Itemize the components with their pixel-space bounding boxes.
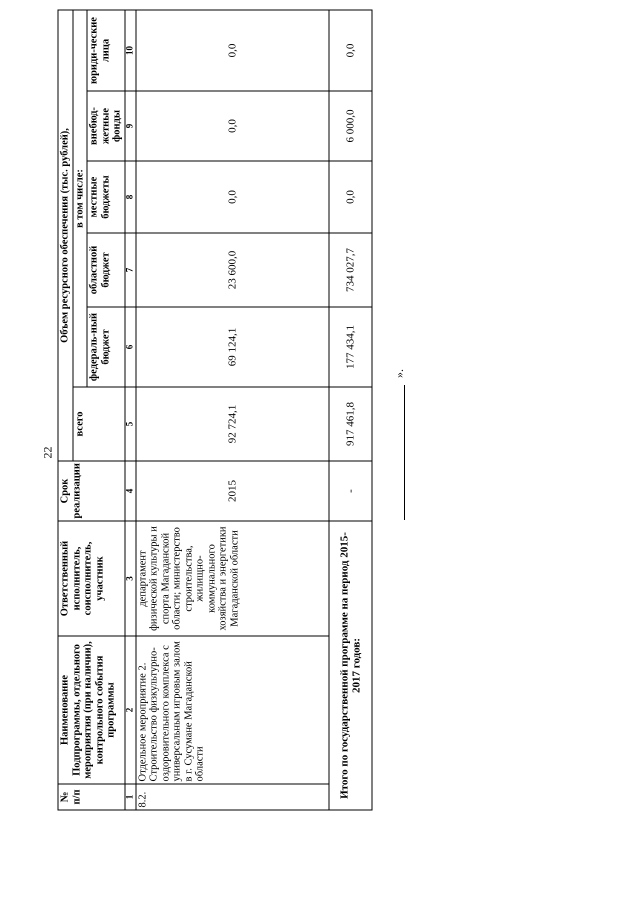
row-offbudget: 0,0: [135, 91, 328, 161]
row-executor: департамент физической культуры и спорта Магаданской области; министерство строительства, жилищно-коммунального хозяйства и энергетики Магаданской области: [135, 521, 328, 636]
index-cell: 7: [124, 233, 135, 307]
total-offbudget: 6 000,0: [328, 91, 371, 161]
header-term: Срок реализации: [58, 461, 125, 521]
header-no: № п/п: [58, 784, 125, 810]
header-executor: Ответственный исполнитель, соисполнитель, участник: [58, 521, 125, 636]
rotated-table-wrapper: [57, 10, 362, 810]
total-row: [328, 10, 371, 810]
total-federal: 177 434,1: [328, 307, 371, 387]
index-cell: 2: [124, 636, 135, 784]
row-term: 2015: [135, 461, 328, 521]
header-funding: Объем ресурсного обеспечения (тыс. рублей),: [58, 10, 73, 461]
table-row: [135, 10, 328, 810]
closing-line: [404, 385, 405, 520]
header-federal: федераль-ный бюджет: [87, 307, 125, 387]
row-total: 92 724,1: [135, 387, 328, 461]
total-regional: 734 027,7: [328, 233, 371, 307]
closing-mark-area: [392, 360, 415, 520]
row-legal: 0,0: [135, 10, 328, 91]
total-legal: 0,0: [328, 10, 371, 91]
page-number: 22: [40, 446, 55, 459]
index-cell: 4: [124, 461, 135, 521]
row-no: 8.2.: [135, 784, 328, 810]
row-name: Отдельное мероприятие 2. Строительство физкультурно-оздоровительного комплекса с универсальным игровым залом в г. Сусумане Магаданской области: [135, 636, 328, 784]
row-local: 0,0: [135, 161, 328, 233]
index-cell: 3: [124, 521, 135, 636]
index-cell: 8: [124, 161, 135, 233]
total-local: 0,0: [328, 161, 371, 233]
column-index-row: [124, 10, 135, 810]
row-federal: 69 124,1: [135, 307, 328, 387]
rotated-table: [57, 10, 362, 810]
header-legal: юриди-ческие лица: [87, 10, 125, 91]
closing-quote: ».: [392, 369, 406, 378]
total-term: -: [328, 461, 371, 521]
index-cell: 1: [124, 784, 135, 810]
index-cell: 9: [124, 91, 135, 161]
funding-table: [57, 9, 372, 810]
total-label: Итого по государственной программе на период 2015-2017 годов:: [328, 521, 371, 810]
header-incl: в том числе:: [72, 10, 87, 387]
index-cell: 6: [124, 307, 135, 387]
header-name: Наименование Подпрограммы, отдельного мероприятия (при наличии), контрольного события программы: [58, 636, 125, 784]
index-cell: 5: [124, 387, 135, 461]
row-regional: 23 600,0: [135, 233, 328, 307]
header-total: всего: [72, 387, 124, 461]
index-cell: 10: [124, 10, 135, 91]
header-local: местные бюджеты: [87, 161, 125, 233]
total-total: 917 461,8: [328, 387, 371, 461]
header-offbudget: внебюд-жетные фонды: [87, 91, 125, 161]
header-regional: областной бюджет: [87, 233, 125, 307]
